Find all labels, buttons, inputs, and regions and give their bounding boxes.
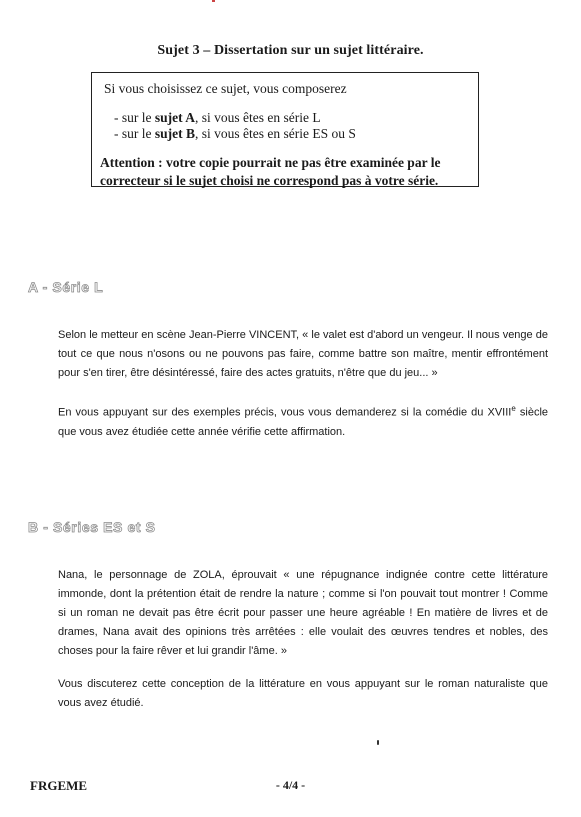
exam-code: FRGEME	[30, 778, 88, 793]
item-suffix: , si vous êtes en série L	[195, 110, 321, 125]
section-b-quote: Nana, le personnage de ZOLA, éprouvait « une répugnance indignée contre cette littérature immonde, dont la prétention était de rendre la nature ; comme si l'on pouvait tout montrer ! Comme si un roman ne devait pas être écrit pour passer une heure agréable ! En matière de livres et de drames, Nana avait des opinions très arrêtées : elle voulait des œuvres tendres et nobles, des choses pour la faire rêver et lui grandir l'âme. »	[58, 569, 548, 657]
item-prefix: - sur le	[114, 110, 155, 125]
instruction-item-a	[114, 110, 472, 126]
instructions-intro: Si vous choisissez ce sujet, vous composerez	[104, 81, 347, 96]
item-subject: sujet B	[154, 126, 195, 141]
century-superscript: e	[511, 404, 516, 413]
item-suffix: , si vous êtes en série ES ou S	[195, 126, 356, 141]
item-prefix: - sur le	[114, 126, 155, 141]
section-b-question: Vous discuterez cette conception de la littérature en vous appuyant sur le roman naturaliste que vous avez étudié.	[58, 678, 548, 709]
page-title: Sujet 3 – Dissertation sur un sujet littéraire.	[157, 43, 424, 58]
question-text: En vous appuyant sur des exemples précis, vous vous demanderez si la comédie du XVIII	[58, 406, 512, 419]
scan-mark	[212, 0, 215, 2]
page-number: - 4/4 -	[275, 778, 306, 792]
section-a-question	[58, 399, 548, 442]
question-text-end: siècle que vous avez étudiée cette année vérifie cette affirmation.	[58, 406, 548, 438]
instruction-item-b	[114, 126, 472, 142]
scan-speck	[377, 740, 379, 745]
instructions-box	[91, 72, 479, 187]
instructions-list	[114, 110, 472, 142]
attention-note: Attention : votre copie pourrait ne pas être examinée par le correcteur si le sujet choisi ne correspond pas à votre série.	[100, 155, 441, 188]
item-subject: sujet A	[154, 110, 195, 125]
section-b-heading: B - Séries ES et S	[28, 519, 156, 535]
section-a-heading: A - Série L	[28, 279, 104, 295]
section-a-quote: Selon le metteur en scène Jean-Pierre VINCENT, « le valet est d'abord un vengeur. Il nous venge de tout ce que nous n'osons ou ne pouvons pas faire, comme battre son maître, mentir effrontément pour s'en tirer, être désintéressé, faire des actes gratuits, n'être que du jeu... »	[58, 329, 548, 379]
